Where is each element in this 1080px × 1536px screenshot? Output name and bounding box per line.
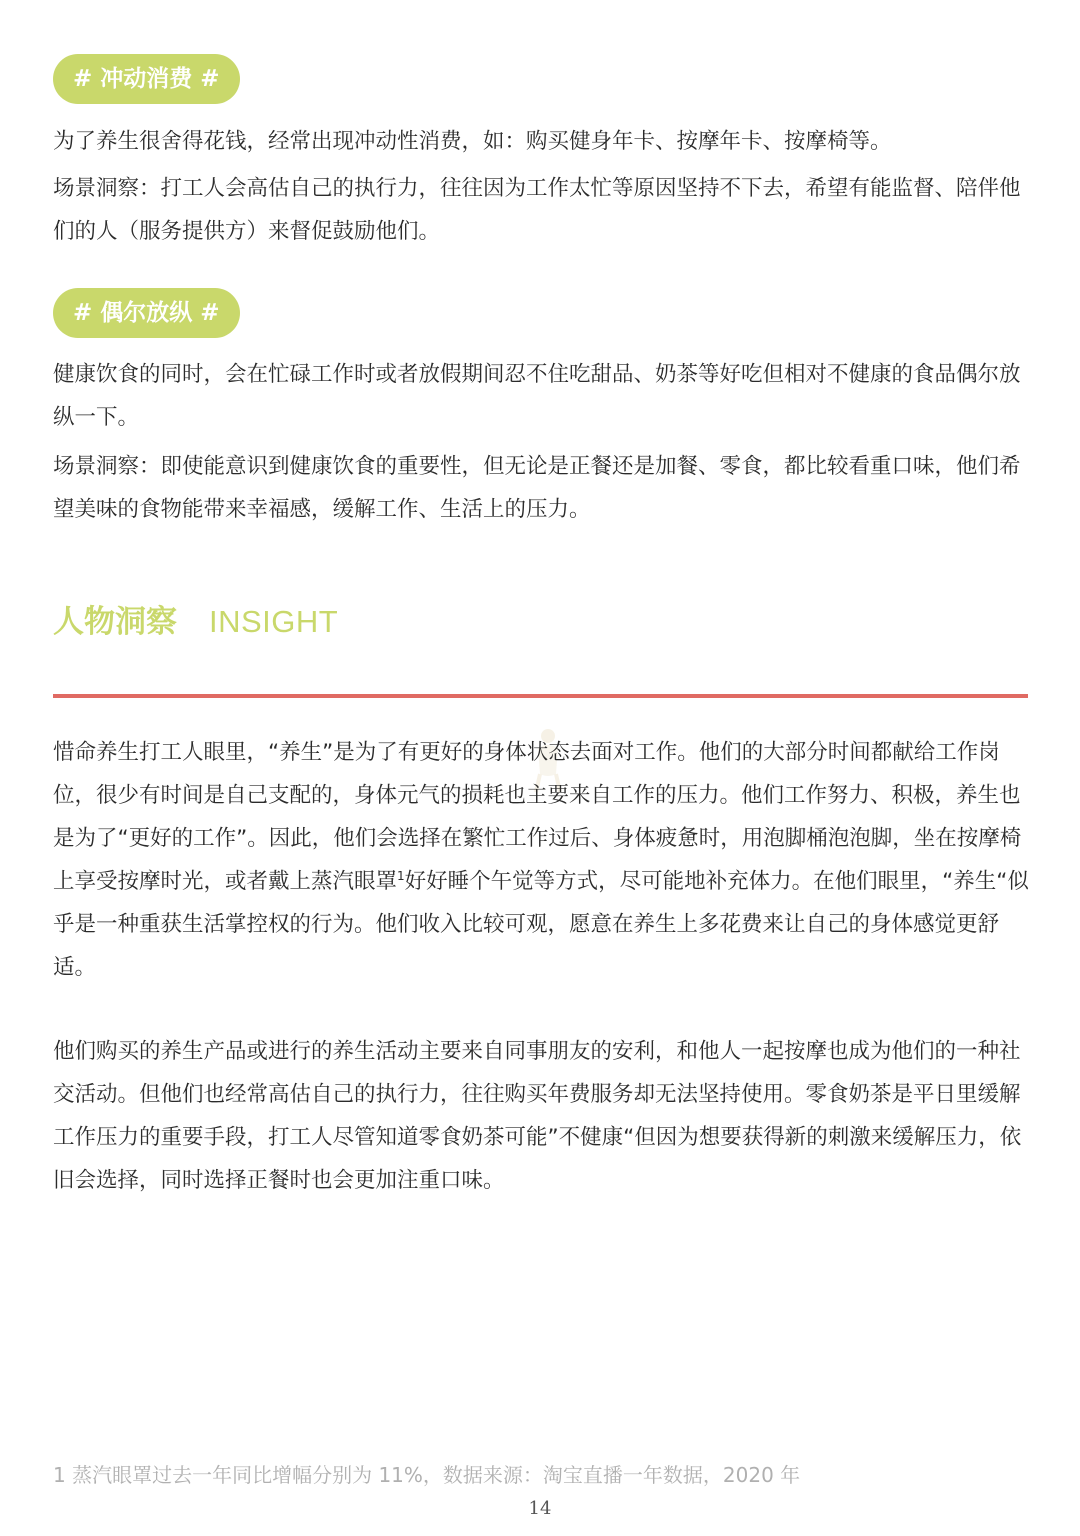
section-title-en: INSIGHT — [209, 604, 339, 639]
insight-paragraph-1: 惜命养生打工人眼里，“养生”是为了有更好的身体状态去面对工作。他们的大部分时间都献给工作岗位，很少有时间是自己支配的，身体元气的损耗也主要来自工作的压力。他们工作努力、积极，养生也是为了“更好的工作”。因此，他们会选择在繁忙工作过后、身体疲惫时，用泡脚桶泡泡脚，坐在按摩椅上享受按摩时光，或者戴上蒸汽眼罩$^1$好好睡个午觉等方式，尽可能地补充体力。在他们眼里，“养生“似乎是一种重获生活掌控权的行为。他们收入比较可观，愿意在养生上多花费来让自己的身体感觉更舒适。 — [53, 740, 1029, 980]
section-title-cn: 人物洞察 — [53, 604, 177, 640]
indulgence-scene-insight: 场景洞察：即使能意识到健康饮食的重要性，但无论是正餐还是加餐、零食，都比较看重口味，他们希望美味的食物能带来幸福感，缓解工作、生活上的压力。 — [53, 454, 1021, 522]
section-title — [53, 596, 338, 642]
divider-rule — [53, 694, 1028, 698]
tag-occasional-indulgence: # 偶尔放纵 # — [53, 288, 240, 338]
indulgence-paragraph: 健康饮食的同时，会在忙碌工作时或者放假期间忍不住吃甜品、奶茶等好吃但相对不健康的食品偶尔放纵一下。 — [53, 362, 1021, 430]
insight-paragraph-2: 他们购买的养生产品或进行的养生活动主要来自同事朋友的安利，和他人一起按摩也成为他们的一种社交活动。但他们也经常高估自己的执行力，往往购买年费服务却无法坚持使用。零食奶茶是平日里缓解工作压力的重要手段，打工人尽管知道零食奶茶可能”不健康“但因为想要获得新的刺激来缓解压力，依旧会选择，同时选择正餐时也会更加注重口味。 — [53, 1039, 1022, 1193]
tag-impulse-spending: # 冲动消费 # — [53, 54, 240, 104]
impulse-scene-insight: 场景洞察：打工人会高估自己的执行力，往往因为工作太忙等原因坚持不下去，希望有能监督、陪伴他们的人（服务提供方）来督促鼓励他们。 — [53, 176, 1021, 244]
impulse-paragraph: 为了养生很舍得花钱，经常出现冲动性消费，如：购买健身年卡、按摩年卡、按摩椅等。 — [53, 129, 892, 154]
footnote: 1 蒸汽眼罩过去一年同比增幅分别为 11%，数据来源：淘宝直播一年数据，2020 年 — [53, 1463, 801, 1487]
footnote-ref: 1 — [397, 868, 405, 883]
page-number: 14 — [528, 1498, 552, 1519]
